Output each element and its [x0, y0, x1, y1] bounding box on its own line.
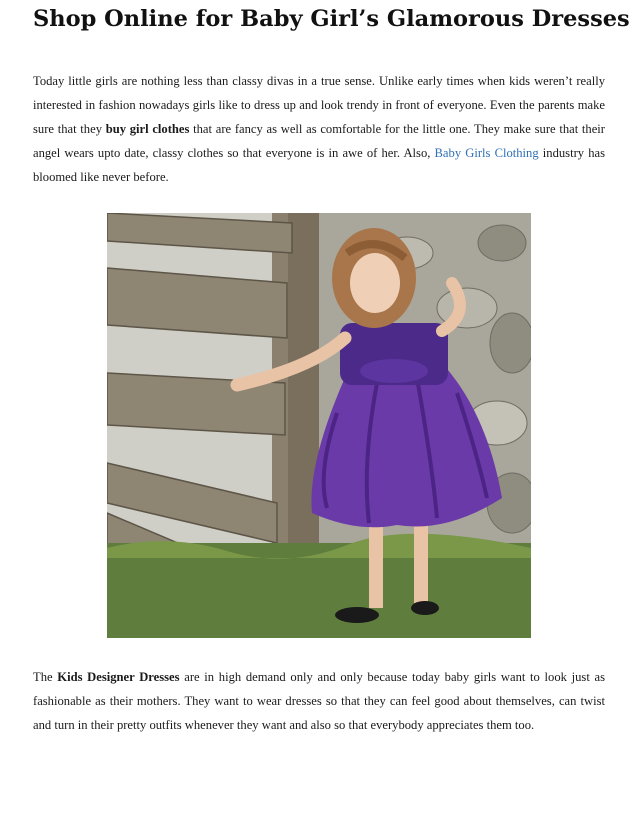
- intro-text-3: industry has bloomed like never before.: [33, 146, 605, 184]
- intro-text-2: that are fancy as well as comfortable for the little one. They make sure that their angel wears upto date, classy clothes so that everyone is in awe of her. Also,: [33, 122, 605, 160]
- buy-girl-clothes-bold: buy girl clothes: [105, 122, 190, 136]
- baby-girls-clothing-link[interactable]: Baby Girls Clothing: [434, 146, 539, 160]
- intro-text-1: Today little girls are nothing less than classy divas in a true sense. Unlike early times when kids weren’t really interested in fashion nowadays girls like to dress up and look trendy in front of everyone. Even the parents make sure that they: [33, 74, 605, 136]
- kids-designer-dresses-bold: Kids Designer Dresses: [57, 670, 180, 684]
- intro-paragraph: [33, 69, 605, 189]
- second-text-1: The: [33, 670, 58, 684]
- second-text-2: are in high demand only and only because today baby girls want to look just as fashionable as their mothers. They want to wear dresses so that they can feel good about themselves, can twist and turn in their pretty outfits whenever they want and also so that everybody appreciates them too.: [33, 670, 605, 732]
- page-title: Shop Online for Baby Girl’s Glamorous Dresses: [33, 6, 630, 32]
- designer-dresses-paragraph: [33, 665, 605, 737]
- girl-in-purple-dress-photo: [107, 213, 531, 638]
